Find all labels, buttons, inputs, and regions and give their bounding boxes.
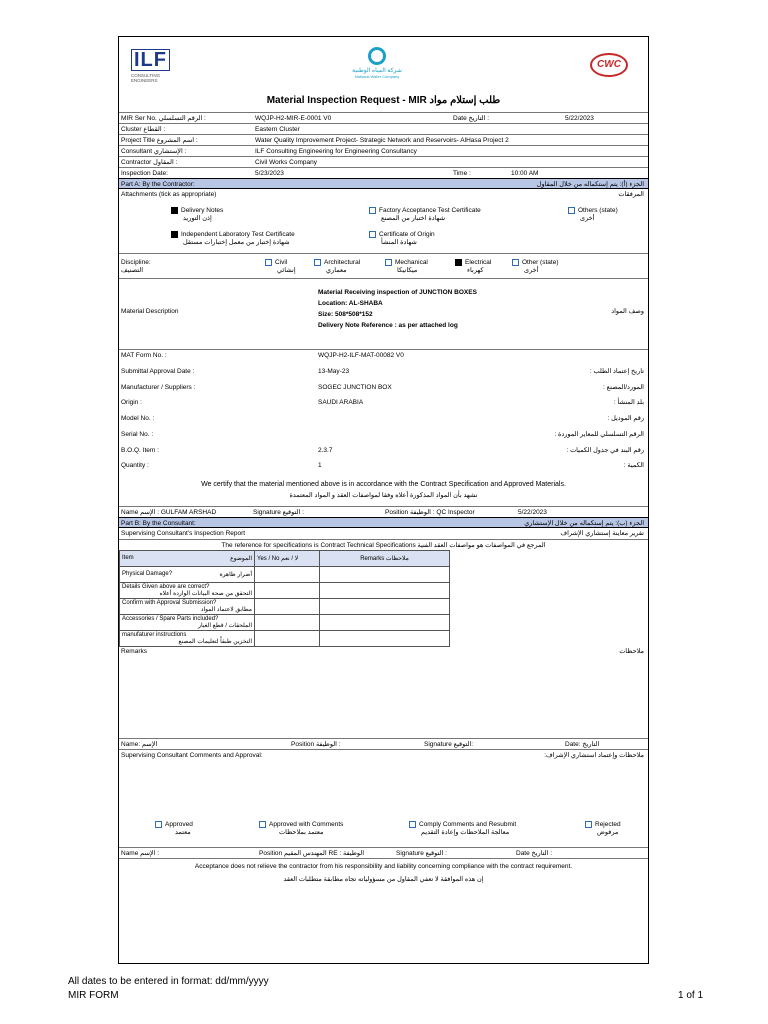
part-a-label: Part A: By the Contractor: [121,181,195,188]
approved-label-ar: معتمد [175,829,191,837]
remarks-cell[interactable] [320,615,450,631]
field-label: Serial No. : [121,430,154,438]
civil-checkbox[interactable] [265,259,272,266]
item-cell [120,599,255,615]
final-sign-row [119,847,648,858]
discipline-label-ar: التصنيف [121,267,144,274]
date-label: Date التاريخ : [453,115,490,122]
field-value[interactable]: SAUDI ARABIA [318,399,364,407]
item-cell [120,615,255,631]
civil-label: Civil [275,259,288,267]
reference-row [119,539,648,550]
item-ar: التخزين طبقاً لتعليمات المصنع [178,639,252,645]
table-row [120,567,450,583]
yesno-cell[interactable] [255,615,320,631]
col-yesno: Yes / No لا / نعم [255,551,320,567]
nwc-logo-ar: شركة المياه الوطنية [352,68,402,74]
material-field-row [119,429,648,445]
yesno-cell[interactable] [255,631,320,647]
report-row [119,528,648,539]
others-label-ar: أخرى [580,215,595,223]
field-label: Model No. : [121,415,155,422]
approved-comments-label: Approved with Comments [269,821,344,829]
contractor-row [119,156,648,167]
elec-label-ar: كهرباء [467,267,484,275]
material-desc-label-ar: وصف المواد [611,308,644,315]
other-checkbox[interactable] [512,259,519,266]
table-row [120,599,450,615]
contractor-signature[interactable]: Signature التوقيع : [253,509,304,516]
factory-cert-label-ar: شهادة اختبار من المصنع [381,215,446,223]
material-field-row [119,460,648,476]
material-field-row [119,366,648,382]
contractor-value[interactable]: Civil Works Company [255,159,318,166]
consultant-name[interactable]: Name: الإسم [121,741,158,748]
mir-form [118,36,649,964]
report-label: Supervising Consultant's Inspection Report [121,530,246,537]
remarks-block[interactable] [119,646,648,738]
nwc-logo-en: National Water Company [354,74,400,79]
inspection-grid [119,550,648,646]
field-value[interactable]: 13-May-23 [318,367,350,375]
remarks-cell[interactable] [320,567,450,583]
item-en: Accessories / Spare Parts included? [122,616,219,622]
item-cell [120,583,255,599]
mech-label-ar: ميكانيكا [397,267,418,275]
approved-label: Approved [165,821,193,829]
col-item [120,551,255,567]
remarks-label: Remarks [121,648,148,655]
comments-block[interactable] [119,749,648,817]
rejected-option[interactable] [585,821,621,837]
consultant-position[interactable]: Position الوظيفة : [291,741,341,748]
field-label-ar: رقم الموديل : [607,415,644,422]
civil-option[interactable] [265,259,296,275]
field-label: Manufacturer / Suppliers : [121,383,196,391]
discipline-label-en: Discipline: [121,259,151,266]
certify-block [119,476,648,506]
origin-cert-label: Certificate of Origin [379,231,435,239]
mir-ser-value[interactable]: WQJP-H2-MIR-E-0001 V0 [255,115,332,122]
comply-option[interactable] [409,821,516,837]
ilf-logo [131,49,181,83]
elec-checkbox[interactable] [455,259,462,266]
approved-comments-option[interactable] [259,821,343,837]
item-cell [120,567,255,583]
arch-label: Architectural [324,259,361,267]
remarks-cell[interactable] [320,599,450,615]
comments-label-ar: ملاحظات وإعتماد استشاري الإشراف: [544,752,644,759]
elec-label: Electrical [465,259,492,267]
attachments-label: Attachments (tick as appropriate) [121,191,217,198]
field-label-ar: تاريخ إعتماد الطلب : [589,367,644,375]
delivery-notes-label-ar: إذن التوريد [183,215,212,223]
material-field-row [119,350,648,366]
contractor-name[interactable]: Name الإسم : GULFAM ARSHAD [121,509,217,516]
project-row [119,134,648,145]
table-row [120,615,450,631]
item-cell [120,631,255,647]
consultant-row [119,145,648,156]
field-label: Submittal Approval Date : [121,367,195,375]
mir-ser-row [119,112,648,123]
part-b-header [119,517,648,528]
desc-line-4: Delivery Note Reference : as per attached log [318,322,458,329]
project-label: Project Title اسم المشروع : [121,137,198,144]
desc-line-1: Material Receiving inspection of JUNCTION BOXES [318,289,477,296]
final-date[interactable]: Date التاريخ : [516,850,553,857]
desc-line-2: Location: AL-SHABA [318,300,383,307]
material-desc-value[interactable] [318,287,477,331]
origin-cert-checkbox[interactable] [369,231,376,238]
factory-cert-label: Factory Acceptance Test Certificate [379,207,481,215]
field-label-ar: الكمية : [623,462,644,470]
inspection-date-value[interactable]: 5/23/2023 [255,170,284,177]
approval-options [119,817,648,847]
part-a-label-ar: الجزء (أ): يتم إستكماله من خلال المقاول [536,181,644,188]
cluster-label: Cluster القطاع : [121,126,166,133]
field-label-ar: الرقم التسلسلي للمعاير الموردة : [554,430,644,438]
final-position[interactable]: Position المهندس المقيم RE : الوظيفة [259,850,365,857]
time-value[interactable]: 10:00 AM [511,170,539,177]
item-en: Details Given above are correct? [122,584,210,590]
consultant-sign-row [119,738,648,749]
inspection-table [119,550,450,647]
field-value[interactable]: 1 [318,462,322,470]
item-en: Confirm with Approval Submission? [122,600,217,606]
factory-cert-option[interactable] [369,207,481,223]
col-remarks: Remarks ملاحظات [320,551,450,567]
ilf-logo-mark: ILF [131,49,170,71]
contractor-sign-date[interactable]: 5/22/2023 [518,509,547,516]
rejected-label: Rejected [595,821,621,829]
desc-line-3: Size: 508*508*152 [318,311,373,318]
ilf-logo-sub: CONSULTING ENGINEERS [131,73,161,83]
table-header-row [120,551,450,567]
factory-cert-checkbox[interactable] [369,207,376,214]
elec-option[interactable] [455,259,491,275]
nwc-logo [337,47,417,79]
item-en: manufaturer instructions [122,632,187,638]
civil-label-ar: إنشائي [277,267,296,275]
discipline-label [121,259,151,275]
item-ar: أضرار ظاهرة [219,572,252,578]
origin-cert-label-ar: شهادة المنشأ [381,239,417,247]
col-item-label: Item [122,555,134,561]
cluster-row [119,123,648,134]
date-value[interactable]: 5/22/2023 [565,115,594,122]
inspection-row [119,167,648,178]
reference-text: The reference for specifications is Contract Technical Specifications المرجع في المواصفات هو مواصفات العقد الفنية [221,542,546,549]
contractor-sign-row [119,506,648,517]
comply-checkbox[interactable] [409,821,416,828]
contractor-position[interactable]: Position الوظيفة : QC Inspector [385,509,475,516]
other-option[interactable] [512,259,558,275]
acceptance-block [119,858,648,889]
approved-comments-label-ar: معتمد بملاحظات [279,829,324,837]
field-value[interactable]: WQJP-H2-ILF-MAT-00082 V0 [318,352,404,359]
yesno-cell[interactable] [255,583,320,599]
field-value[interactable]: 2.3.7 [318,446,333,454]
col-item-label-ar: الموضوع [230,556,252,562]
final-signature[interactable]: Signature التوقيع : [396,850,447,857]
delivery-notes-checkbox[interactable] [171,207,178,214]
others-option[interactable] [568,207,618,223]
field-label: Origin : [121,399,142,407]
field-label: MAT Form No. : [121,352,167,359]
remarks-label-ar: ملاحظات [619,648,644,655]
approved-comments-checkbox[interactable] [259,821,266,828]
date-format-note: All dates to be entered in format: dd/mm/yyyy [68,976,269,987]
yesno-cell[interactable] [255,599,320,615]
project-value[interactable]: Water Quality Improvement Project- Strategic Network and Reservoirs- AlHasa Project 2 [255,137,509,144]
attachments-label-ar: المرفقات [618,191,644,198]
discipline-row [119,253,648,278]
part-a-header [119,178,648,189]
cwc-logo: CWC [590,53,628,77]
other-label: Other (state) [522,259,559,267]
field-label: B.O.Q. Item : [121,446,159,454]
material-field-row [119,382,648,398]
consultant-signature[interactable]: Signature التوقيع: [424,741,474,748]
approved-option[interactable] [155,821,193,837]
time-label: Time : [453,170,471,177]
arch-checkbox[interactable] [314,259,321,266]
arch-label-ar: معماري [326,267,347,275]
material-field-row [119,397,648,413]
mech-option[interactable] [385,259,428,275]
lab-cert-label: Independent Laboratory Test Certificate [181,231,295,239]
other-label-ar: أخرى [524,267,539,275]
page-title: Material Inspection Request - MIR طلب إستلام مواد [266,95,501,106]
final-name[interactable]: Name الإسم : [121,850,160,857]
item-ar: التحقق من صحة البيانات الواردة أعلاه [159,591,252,597]
part-b-label: Part B: By the Consultant: [121,520,196,527]
acceptance-text: Acceptance does not relieve the contractor from his responsibility and liability concerning compliance with the contract requirement. [194,863,573,870]
form-header [119,37,648,112]
certify-text: We certify that the material mentioned above is in accordance with the Contract Specification and Approved Materials. [201,481,566,488]
material-field-row [119,413,648,429]
lab-cert-label-ar: شهادة إختبار من معمل إختبارات مستقل [183,239,290,247]
mir-ser-label: MIR Ser No. الرقم التسلسلي : [121,115,206,122]
consultant-date[interactable]: Date: التاريخ [565,741,600,748]
comply-label-ar: معالجة الملاحظات وإعادة التقديم [421,829,510,837]
item-ar: مطابق لاعتماد المواد [200,607,252,613]
field-value[interactable]: SOGEC JUNCTION BOX [318,383,392,391]
attachments-row [119,189,648,201]
arch-option[interactable] [314,259,360,275]
field-label-ar: المورد/المصنع : [603,383,644,391]
origin-cert-option[interactable] [369,231,435,247]
comments-label: Supervising Consultant Comments and Approval: [121,752,263,759]
yesno-cell[interactable] [255,567,320,583]
material-fields [119,349,648,476]
others-checkbox[interactable] [568,207,575,214]
delivery-notes-option[interactable] [171,207,223,223]
acceptance-text-ar: إن هذه الموافقة لا تعفي المقاول من مسؤولياته تجاه مطابقة متطلبات العقد [283,876,484,883]
item-en: Physical Damage? [122,571,173,577]
material-field-row [119,445,648,461]
material-desc-block [119,278,648,349]
consultant-value[interactable]: ILF Consulting Engineering for Engineering Consultancy [255,148,417,155]
remarks-cell[interactable] [320,583,450,599]
inspection-date-label: Inspection Date: [121,170,168,177]
certify-text-ar: نشهد بأن المواد المذكورة أعلاه وفقا لمواصفات العقد و المواد المعتمدة [289,492,478,499]
comply-label: Comply Comments and Resubmit [419,821,517,829]
material-desc-label: Material Description [121,308,179,315]
rejected-label-ar: مرفوض [597,829,619,837]
attachments-block [119,201,648,253]
page-number: 1 of 1 [678,990,704,1001]
lab-cert-option[interactable] [171,231,295,247]
table-row [120,583,450,599]
consultant-label: Consultant الإستشاري : [121,148,187,155]
field-label: Quantity : [121,462,149,470]
part-b-label-ar: الجزء (ب): يتم إستكماله من خلال الإستشاري [524,520,644,527]
others-label: Others (state) [578,207,618,215]
table-row [120,631,450,647]
water-drop-icon [368,47,386,65]
mech-label: Mechanical [395,259,428,267]
approved-checkbox[interactable] [155,821,162,828]
lab-cert-checkbox[interactable] [171,231,178,238]
rejected-checkbox[interactable] [585,821,592,828]
mech-checkbox[interactable] [385,259,392,266]
field-label-ar: رقم البند في جدول الكميات : [566,446,644,454]
report-label-ar: تقرير معاينة إستشاري الإشراف [560,530,644,537]
delivery-notes-label: Delivery Notes [181,207,224,215]
form-name: MIR FORM [68,990,119,1001]
item-ar: الملحقات / قطع الغيار [198,623,252,629]
contractor-label: Contractor المقاول : [121,159,178,166]
remarks-cell[interactable] [320,631,450,647]
field-label-ar: بلد المنشأ : [613,399,644,407]
cluster-value[interactable]: Eastern Cluster [255,126,300,133]
